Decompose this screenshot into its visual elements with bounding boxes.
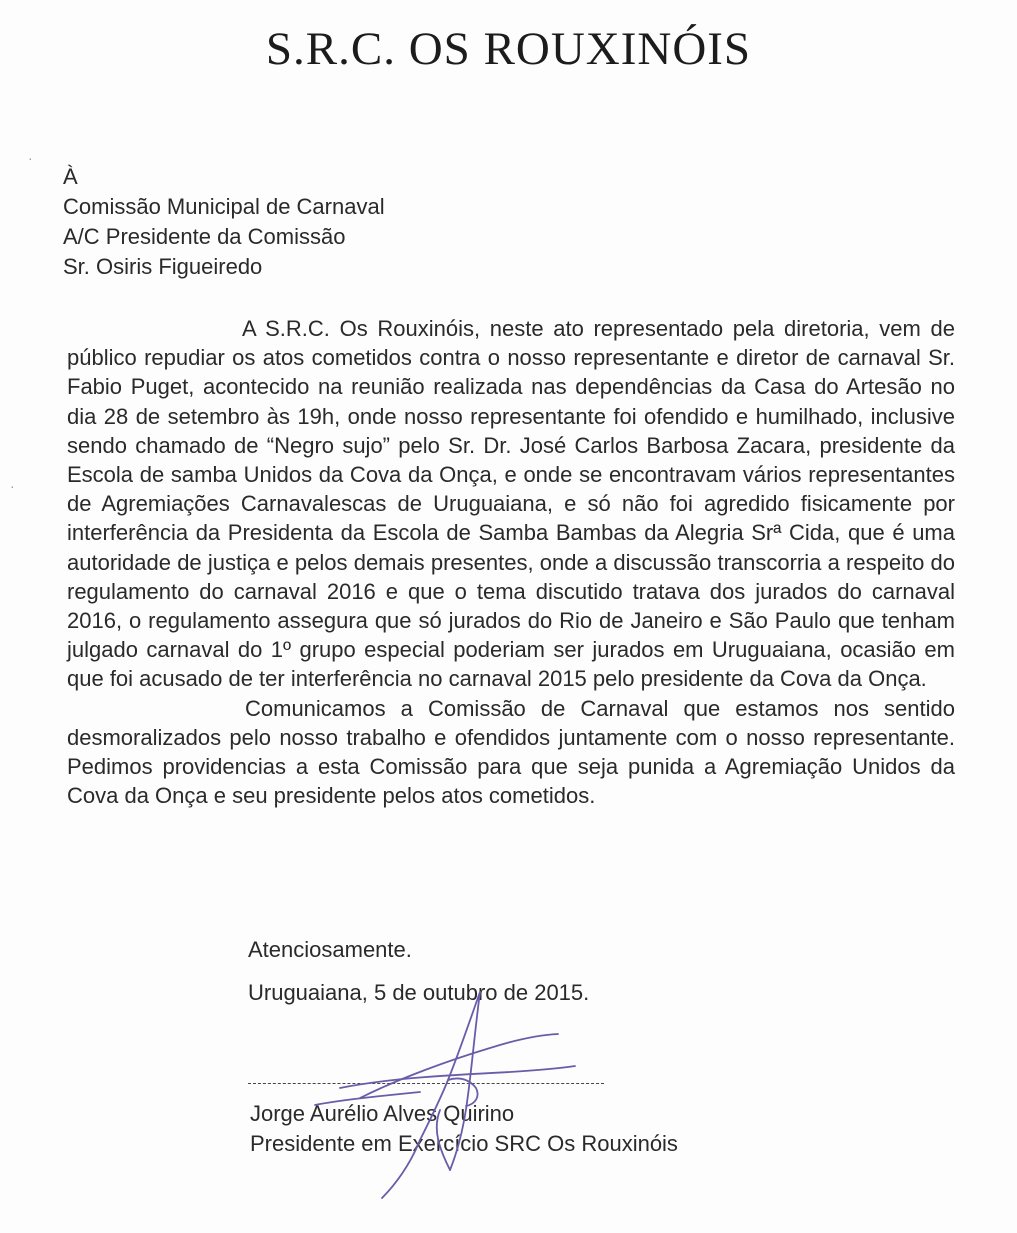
signatory-role: Presidente em Exercício SRC Os Rouxinóis xyxy=(250,1131,678,1156)
recipient-line: A/C Presidente da Comissão xyxy=(63,224,346,249)
scan-speck: · xyxy=(10,478,15,494)
recipient-block xyxy=(63,162,385,282)
recipient-line: Comissão Municipal de Carnaval xyxy=(63,194,385,219)
signatory-name: Jorge Aurélio Alves Quirino xyxy=(250,1101,515,1126)
recipient-line: À xyxy=(63,164,78,189)
scan-speck: · xyxy=(28,150,33,166)
closing-salutation: Atenciosamente. xyxy=(248,937,412,962)
body-paragraph: Comunicamos a Comissão de Carnaval que estamos nos sentido desmoralizados pelo nosso trabalho e ofendidos juntamente com o nosso representante. Pedimos providencias a esta Comissão para que seja punida a Agremiação Unidos da Cova da Onça e seu presidente pelos atos cometidos. xyxy=(67,695,955,809)
body-paragraph: A S.R.C. Os Rouxinóis, neste ato representado pela diretoria, vem de público repudiar os atos cometidos contra o nosso representante e diretor de carnaval Sr. Fabio Puget, acontecido na reunião realizada nas dependências da Casa do Artesão no dia 28 de setembro às 19h, onde nosso representante foi ofendido e humilhado, inclusive sendo chamado de “Negro sujo” pelo Sr. Dr. José Carlos Barbosa Zacara, presidente da Escola de samba Unidos da Cova da Onça, e onde se encontravam vários representantes de Agremiações Carnavalescas de Uruguaiana, e só não foi agredido fisicamente por interferência da Presidenta da Escola de Samba Bambas da Alegria Srª Cida, que é uma autoridade de justiça e pelos demais presentes, onde a discussão transcorria a respeito do regulamento do carnaval 2016 e que o tema discutido tratava dos jurados do carnaval 2016, o regulamento assegura que só jurados do Rio de Janeiro e São Paulo que tenham julgado carnaval do 1º grupo especial poderiam ser jurados em Uruguaiana, ocasião em que foi acusado de ter interferência no carnaval 2015 pelo presidente da Cova da Onça. xyxy=(67,316,955,692)
handwritten-signature xyxy=(300,980,590,1210)
place-date: Uruguaiana, 5 de outubro de 2015. xyxy=(248,980,590,1005)
letter-body xyxy=(67,314,955,810)
letterhead-title: S.R.C. OS ROUXINÓIS xyxy=(265,23,752,75)
recipient-line: Sr. Osiris Figueiredo xyxy=(63,254,263,279)
